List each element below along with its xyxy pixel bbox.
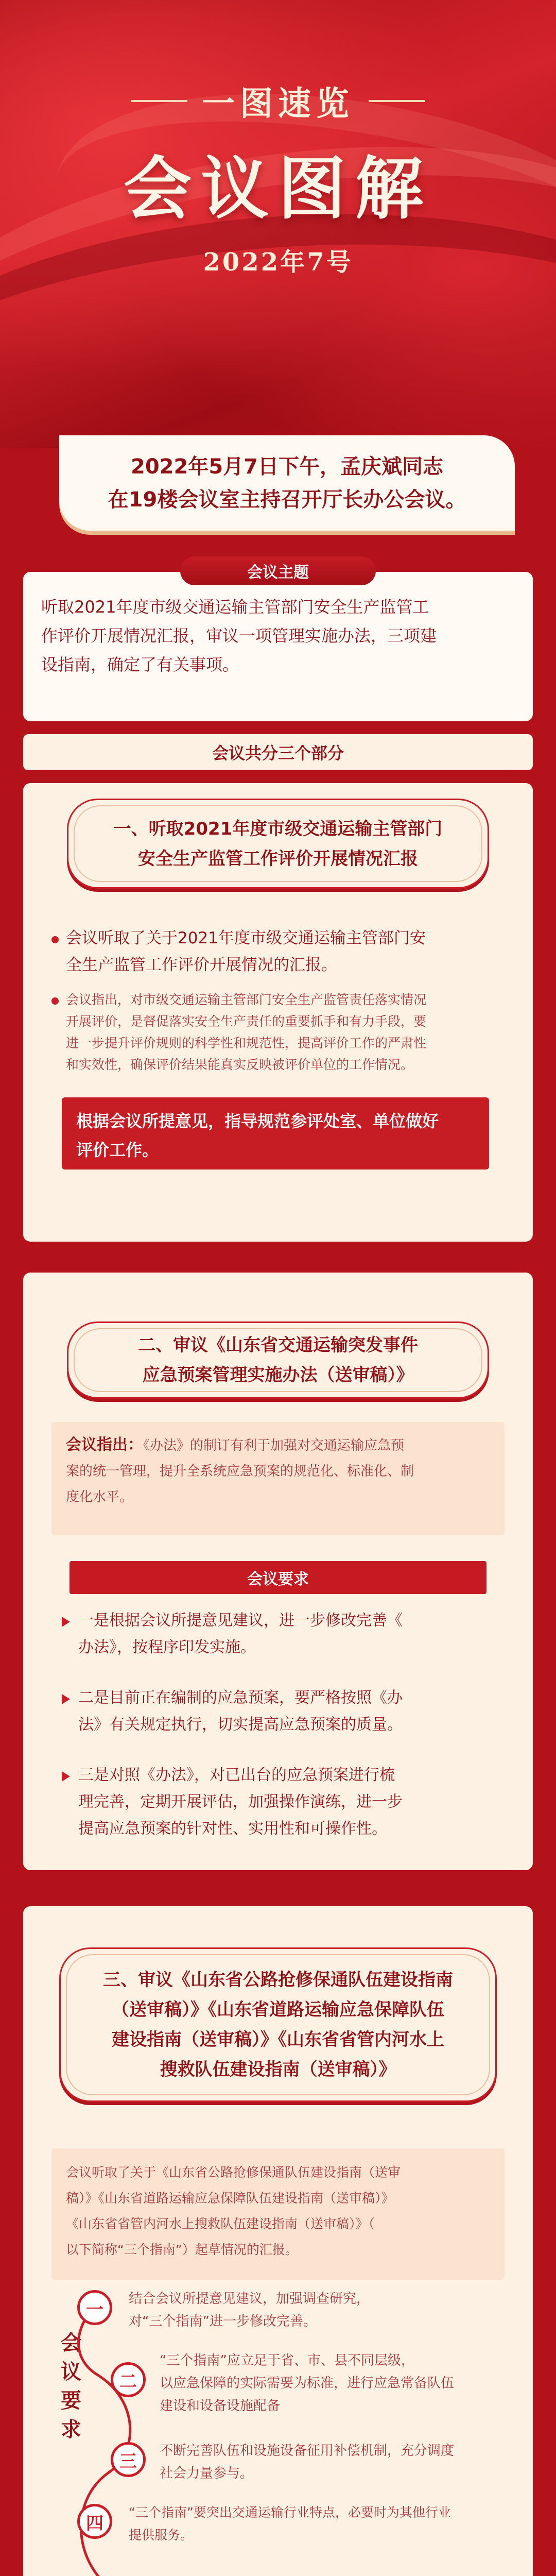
- req-item: [62, 1607, 505, 1661]
- step-number-2: 二: [111, 2362, 146, 2397]
- step-number-4: 四: [77, 2504, 112, 2539]
- triangle-bullet-icon: [62, 1694, 70, 1704]
- req3-line: 建设和设备设施配备: [160, 2398, 281, 2414]
- req3-item-1: [129, 2287, 510, 2333]
- part3-summary: [51, 2148, 505, 2280]
- parts-label: 会议共分三个部分: [212, 743, 344, 763]
- part2-note: [51, 1422, 505, 1535]
- req-line: 二是目前正在编制的应急预案，要严格按照《办: [78, 1689, 403, 1707]
- triangle-bullet-icon: [62, 1771, 70, 1782]
- point-line: 开展评价，是督促落实安全生产责任的重要抓手和有力手段，要: [66, 1014, 427, 1029]
- part3-heading: [59, 1947, 497, 2102]
- theme-line: 设指南，确定了有关事项。: [41, 655, 239, 674]
- action-line: 根据会议所提意见，指导规范参评处室、单位做好: [76, 1111, 439, 1131]
- req3-line: 对“三个指南”进一步修改完善。: [129, 2314, 317, 2329]
- req-line: 三是对照《办法》，对已出台的应急预案进行梳: [78, 1766, 395, 1784]
- req-line: 法》有关规定执行，切实提高应急预案的质量。: [78, 1716, 403, 1734]
- req-line: 办法》，按程序印发实施。: [78, 1638, 256, 1656]
- step-number-3: 三: [111, 2442, 146, 2477]
- req-item: [62, 1685, 505, 1738]
- theme-line: 听取2021年度市级交通运输主管部门安全生产监管工: [41, 597, 429, 617]
- summary-line: 以下简称“三个指南”）起草情况的汇报。: [66, 2242, 298, 2257]
- note-label: 会议指出：: [66, 1436, 143, 1454]
- theme-text: [41, 592, 520, 679]
- intro-line: 2022年5月7日下午，孟庆斌同志: [131, 454, 443, 479]
- note-line: 《办法》的制订有利于加强对交通运输应急预: [143, 1438, 405, 1453]
- point-line: 和实效性，确保评价结果能真实反映被评价单位的工作情况。: [66, 1057, 414, 1072]
- req3-line: 不断完善队伍和设施设备征用补偿机制，充分调度: [160, 2443, 455, 2459]
- req3-line: 以应急保障的实际需要为标准，进行应急常备队伍: [160, 2376, 455, 2391]
- kicker-row: [0, 77, 556, 125]
- action-line: 评价工作。: [76, 1140, 159, 1160]
- hero-banner: [0, 0, 556, 448]
- req-line: 理完善，定期开展评估，加强操作演练，进一步: [78, 1793, 403, 1811]
- part1-bullet: [51, 925, 515, 978]
- issue-number: 2022年7号: [203, 248, 353, 277]
- part1-heading: [67, 799, 489, 889]
- heading-line: 建设指南（送审稿）》《山东省省管内河水上: [112, 2029, 444, 2050]
- divider: [369, 100, 425, 102]
- heading-line: 一、听取2021年度市级交通运输主管部门: [113, 818, 443, 839]
- summary-line: 会议听取了关于《山东省公路抢修保通队伍建设指南（送审: [66, 2165, 401, 2180]
- part2-req-label: 会议要求: [70, 1561, 486, 1594]
- req-line: 一是根据会议所提意见建议，进一步修改完善《: [78, 1612, 403, 1630]
- part1-points: [51, 989, 515, 1076]
- step-number-1: 一: [77, 2290, 112, 2325]
- intro-card: [59, 435, 515, 531]
- intro-line: 在19楼会议室主持召开厅长办公会议。: [108, 487, 466, 512]
- note-line: 案的统一管理，提升全系统应急预案的规范化、标准化、制: [66, 1464, 414, 1479]
- heading-line: （送审稿）》《山东省道路运输应急保障队伍: [112, 1999, 444, 2020]
- req3-item-3: [160, 2439, 515, 2485]
- heading-line: 三、审议《山东省公路抢修保通队伍建设指南: [103, 1970, 453, 1990]
- req3-line: “三个指南”要突出交通运输行业特点，必要时为其他行业: [129, 2505, 451, 2520]
- heading-line: 搜救队伍建设指南（送审稿）》: [160, 2059, 396, 2080]
- req3-item-4: [129, 2501, 515, 2547]
- heading-line: 安全生产监管工作评价开展情况汇报: [138, 848, 418, 869]
- req-line: 提高应急预案的针对性、实用性和可操作性。: [78, 1820, 387, 1838]
- bullet-line: 全生产监管工作评价开展情况的汇报。: [66, 956, 337, 974]
- bullet-dot: [51, 997, 59, 1005]
- req3-item-2: [160, 2349, 515, 2417]
- summary-line: 《山东省省管内河水上搜救队伍建设指南（送审稿）》（: [66, 2216, 375, 2231]
- point-line: 会议指出，对市级交通运输主管部门安全生产监管责任落实情况: [66, 992, 427, 1007]
- side-char: 求: [61, 2418, 81, 2442]
- req3-line: 结合会议所提意见建议，加强调查研究，: [129, 2291, 370, 2307]
- heading-line: 二、审议《山东省交通运输突发事件: [138, 1335, 418, 1355]
- theme-line: 作评价开展情况汇报，审议一项管理实施办法，三项建: [41, 626, 437, 646]
- page-title: 会议图解: [124, 149, 432, 229]
- point-line: 进一步提升评价规则的科学性和规范性，提高评价工作的严肃性: [66, 1036, 427, 1050]
- note-line: 度化水平。: [66, 1489, 133, 1505]
- req-item: [62, 1762, 505, 1842]
- summary-line: 稿）》《山东省道路运输应急保障队伍建设指南（送审稿）》: [66, 2191, 394, 2206]
- parts-banner: [23, 734, 533, 770]
- divider: [131, 100, 187, 102]
- part1-action-box: [62, 1097, 489, 1170]
- side-char: 会: [61, 2331, 81, 2355]
- req3-line: 提供服务。: [129, 2528, 194, 2543]
- req3-line: 社会力量参与。: [160, 2466, 254, 2481]
- side-char: 议: [61, 2360, 81, 2384]
- kicker-text: 一图速览: [202, 84, 354, 123]
- theme-label: 会议主题: [180, 556, 376, 585]
- bullet-line: 会议听取了关于2021年度市级交通运输主管部门安: [66, 929, 426, 947]
- side-char: 要: [61, 2389, 81, 2413]
- triangle-bullet-icon: [62, 1617, 70, 1627]
- req3-line: “三个指南”应立足于省、市、县不同层级，: [160, 2353, 414, 2368]
- part2-heading: [67, 1321, 489, 1399]
- heading-line: 应急预案管理实施办法（送审稿）》: [142, 1365, 414, 1385]
- bullet-dot: [51, 936, 59, 943]
